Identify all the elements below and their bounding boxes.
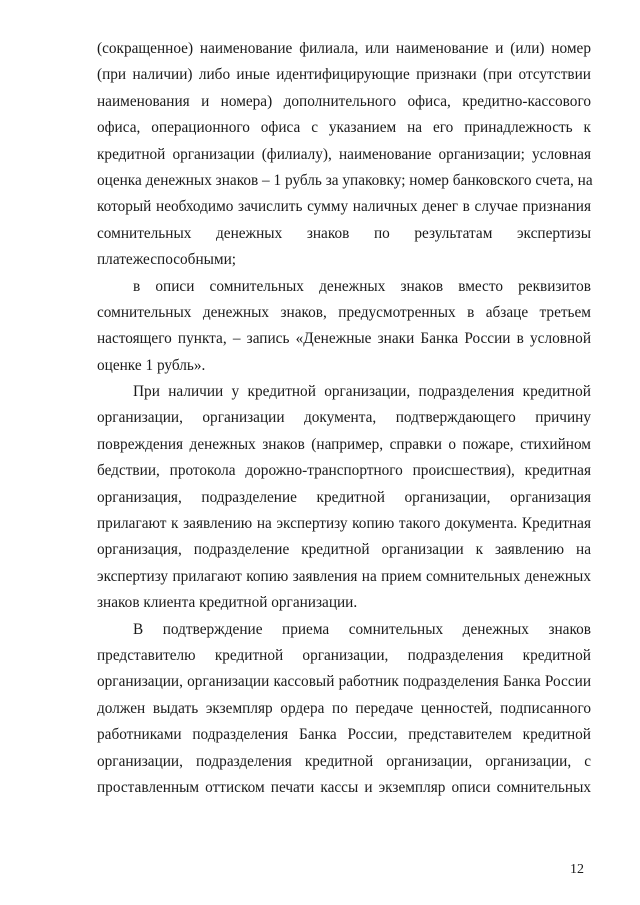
text-line: организации, организации кассовый работник подразделения Банка России xyxy=(97,673,591,691)
text-line: организация, подразделение кредитной организации, организация xyxy=(97,488,591,506)
text-line: сомнительных денежных знаков по результатам экспертизы xyxy=(97,224,591,242)
text-line: (сокращенное) наименование филиала, или наименование и (или) номер xyxy=(97,40,591,57)
text-line: (при наличии) либо иные идентифицирующие признаки (при отсутствии xyxy=(97,66,591,84)
text-line: офиса, операционного офиса с указанием на его принадлежность к xyxy=(97,119,591,137)
text-line: представителю кредитной организации, подразделения кредитной xyxy=(97,646,591,664)
document-body xyxy=(97,36,591,801)
text-line: организации, подразделения кредитной организации, организации, с xyxy=(97,752,591,770)
page-number: 12 xyxy=(570,862,584,877)
text-line: наименования и номера) дополнительного офиса, кредитно-кассового xyxy=(97,92,591,110)
text-line: При наличии у кредитной организации, подразделения кредитной xyxy=(133,383,591,401)
text-line: организация, подразделение кредитной организации к заявлению на xyxy=(97,541,591,559)
text-line: оценке 1 рубль». xyxy=(97,356,206,374)
text-line: платежеспособными; xyxy=(97,251,237,269)
text-line: настоящего пункта, – запись «Денежные знаки Банка России в условной xyxy=(97,330,591,348)
text-line: сомнительных денежных знаков, предусмотренных в абзаце третьем xyxy=(97,303,591,321)
text-line: знаков клиента кредитной организации. xyxy=(97,594,358,612)
text-line: В подтверждение приема сомнительных денежных знаков xyxy=(133,620,591,638)
text-line: прилагают к заявлению на экспертизу копию такого документа. Кредитная xyxy=(97,515,591,533)
text-line: который необходимо зачислить сумму наличных денег в случае признания xyxy=(97,198,591,216)
text-line: должен выдать экземпляр ордера по передаче ценностей, подписанного xyxy=(97,699,591,717)
text-line: кредитной организации (филиалу), наименование организации; условная xyxy=(97,145,591,163)
text-line: экспертизу прилагают копию заявления на прием сомнительных денежных xyxy=(97,567,591,585)
text-line: организации, организации документа, подтверждающего причину xyxy=(97,409,591,427)
text-line: оценка денежных знаков – 1 рубль за упаковку; номер банковского счета, на xyxy=(97,171,593,189)
text-line: повреждения денежных знаков (например, справки о пожаре, стихийном xyxy=(97,435,591,453)
text-line: проставленным оттиском печати кассы и экземпляр описи сомнительных xyxy=(97,778,591,796)
text-line: бедствии, протокола дорожно-транспортного происшествия), кредитная xyxy=(97,462,591,480)
text-line: работниками подразделения Банка России, представителем кредитной xyxy=(97,726,591,744)
text-line: в описи сомнительных денежных знаков вместо реквизитов xyxy=(133,277,591,295)
